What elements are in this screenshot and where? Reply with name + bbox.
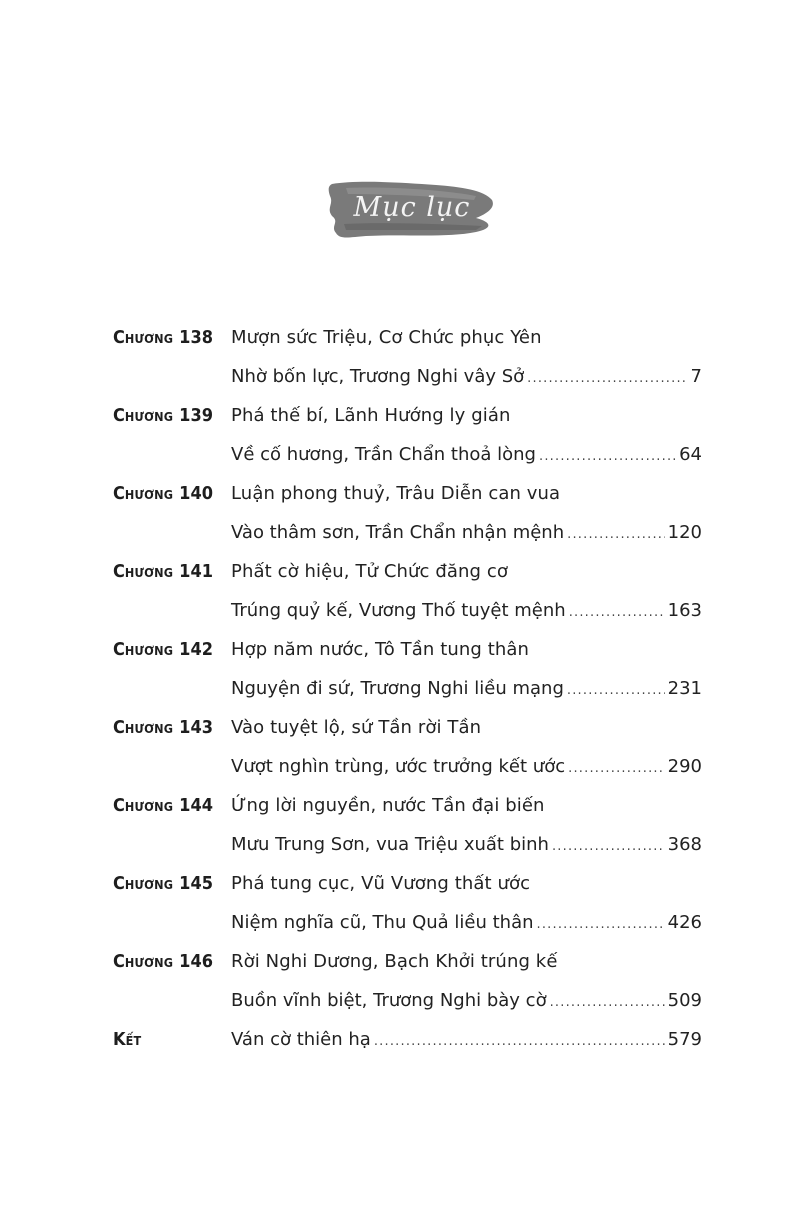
chapter-title-line1: Luận phong thuỷ, Trâu Diễn can vua — [231, 483, 561, 504]
toc-entry-title-row — [0, 631, 797, 670]
chapter-title-line1: Mượn sức Triệu, Cơ Chức phục Yên — [231, 327, 542, 348]
page-number: 368 — [667, 834, 702, 855]
page-number: 426 — [667, 912, 702, 933]
toc-entry-title-row — [0, 475, 797, 514]
chapter-title-line2[interactable]: Vượt nghìn trùng, ước trưởng kết ước ..... 290 — [231, 756, 702, 777]
page-number: 509 — [667, 990, 702, 1011]
chapter-label: CHƯƠNG 140 — [113, 483, 213, 504]
chapter-title-line1: Rời Nghi Dương, Bạch Khởi trúng kế — [231, 951, 558, 972]
chapter-label: CHƯƠNG 144 — [113, 795, 213, 816]
page-number: 163 — [667, 600, 702, 621]
chapter-label: CHƯƠNG 138 — [113, 327, 213, 348]
toc-entry-title-row — [0, 943, 797, 982]
dot-leader — [569, 605, 665, 620]
ket-title[interactable]: Ván cờ thiên hạ ..... 579 — [231, 1029, 702, 1050]
chapter-title-line1: Ứng lời nguyền, nước Tần đại biến — [231, 795, 545, 816]
chapter-title-line2[interactable]: Về cố hương, Trần Chẩn thoả lòng ..... 64 — [231, 444, 702, 465]
chapter-title-line2[interactable]: Vào thâm sơn, Trần Chẩn nhận mệnh ..... 120 — [231, 522, 702, 543]
toc-entry-subtitle-row — [0, 358, 797, 397]
toc-entry-subtitle-row — [0, 982, 797, 1021]
page-number: 7 — [690, 366, 702, 387]
chapter-label: CHƯƠNG 145 — [113, 873, 213, 894]
toc-entry-subtitle-row — [0, 436, 797, 475]
page-number: 290 — [667, 756, 702, 777]
chapter-label: CHƯƠNG 146 — [113, 951, 213, 972]
chapter-label: CHƯƠNG 139 — [113, 405, 213, 426]
chapter-title-line2[interactable]: Trúng quỷ kế, Vương Thố tuyệt mệnh ..... 163 — [231, 600, 702, 621]
toc-entry-title-row — [0, 865, 797, 904]
ket-label: KẾT — [113, 1029, 142, 1050]
toc-title-block — [326, 178, 498, 242]
dot-leader — [537, 917, 665, 932]
dot-leader — [539, 449, 676, 464]
toc-entry-title-row — [0, 319, 797, 358]
dot-leader — [374, 1034, 665, 1049]
chapter-title-line1: Phất cờ hiệu, Tử Chức đăng cơ — [231, 561, 508, 582]
toc-title: Mục lục — [353, 192, 471, 223]
chapter-title-line1: Hợp năm nước, Tô Tần tung thân — [231, 639, 530, 660]
chapter-title-line1: Vào tuyệt lộ, sứ Tần rời Tần — [231, 717, 482, 738]
toc-entry-title-row — [0, 553, 797, 592]
page-number: 579 — [667, 1029, 702, 1050]
chapter-label: CHƯƠNG 141 — [113, 561, 213, 582]
chapter-label: CHƯƠNG 142 — [113, 639, 213, 660]
toc-entry-title-row — [0, 397, 797, 436]
chapter-title-line2[interactable]: Mưu Trung Sơn, vua Triệu xuất binh ..... 368 — [231, 834, 702, 855]
toc-entry-title-row — [0, 787, 797, 826]
chapter-title-line1: Phá tung cục, Vũ Vương thất ước — [231, 873, 531, 894]
dot-leader — [567, 683, 665, 698]
toc-entry-subtitle-row — [0, 592, 797, 631]
page-number: 231 — [667, 678, 702, 699]
page-number: 120 — [667, 522, 702, 543]
dot-leader — [527, 371, 687, 386]
page-number: 64 — [679, 444, 702, 465]
dot-leader — [552, 839, 665, 854]
toc-entry-title-row — [0, 709, 797, 748]
toc-entry-subtitle-row — [0, 904, 797, 943]
toc-entry-ket-row — [0, 1021, 797, 1060]
toc-entry-subtitle-row — [0, 514, 797, 553]
dot-leader — [550, 995, 665, 1010]
chapter-title-line2[interactable]: Buồn vĩnh biệt, Trương Nghi bày cờ ..... 509 — [231, 990, 702, 1011]
dot-leader — [567, 527, 665, 542]
chapter-title-line2[interactable]: Nhờ bốn lực, Trương Nghi vây Sở ..... 7 — [231, 366, 702, 387]
chapter-label: CHƯƠNG 143 — [113, 717, 213, 738]
toc-entry-subtitle-row — [0, 826, 797, 865]
toc-entry-subtitle-row — [0, 748, 797, 787]
chapter-title-line1: Phá thế bí, Lãnh Hướng ly gián — [231, 405, 511, 426]
chapter-title-line2[interactable]: Nguyện đi sứ, Trương Nghi liều mạng ..... 231 — [231, 678, 702, 699]
toc-entry-subtitle-row — [0, 670, 797, 709]
dot-leader — [568, 761, 665, 776]
table-of-contents — [0, 319, 797, 1060]
chapter-title-line2[interactable]: Niệm nghĩa cũ, Thu Quả liều thân ..... 426 — [231, 912, 702, 933]
